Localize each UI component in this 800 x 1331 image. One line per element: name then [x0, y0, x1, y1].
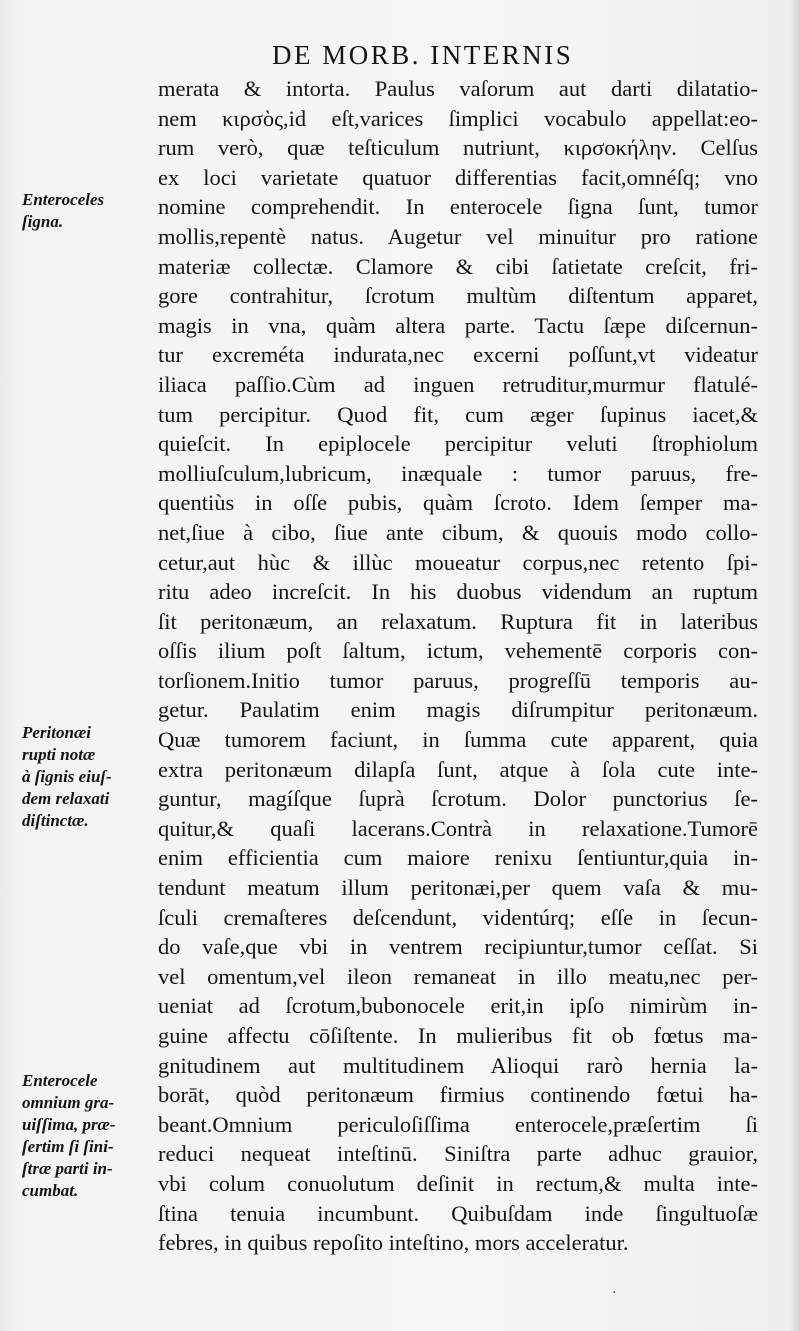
- main-text-block: [158, 74, 758, 1258]
- margin-note-line: uiſſima, præ-: [22, 1115, 116, 1134]
- text-line: gnitudinem aut multitudinem Alioqui rarò hernia la-: [158, 1052, 758, 1078]
- margin-note-line: Enterocele: [22, 1071, 98, 1090]
- text-line: Quæ tumorem faciunt, in ſumma cute apparent, quia: [158, 727, 758, 753]
- margin-note-line: diſtinctæ.: [22, 811, 89, 830]
- text-line: iliaca paſſio.Cùm ad inguen retruditur,murmur flatulé-: [158, 371, 758, 397]
- text-line: rum verò, quæ teſticulum nutriunt, κιρσοκήλην. Celſus: [158, 135, 758, 161]
- text-line: ueniat ad ſcrotum,bubonocele erit,in ipſo nimirùm in-: [158, 993, 758, 1019]
- text-line: extra peritonæum dilapſa ſunt, atque à ſola cute inte-: [158, 756, 758, 782]
- running-head: DE MORB. INTERNIS: [272, 40, 574, 70]
- text-line: tendunt meatum illum peritonæi,per quem vaſa & mu-: [158, 875, 758, 901]
- text-line: beant.Omnium periculoſiſſima enterocele,præſertim ſi: [158, 1111, 758, 1137]
- margin-note-line: à ſignis eiuſ-: [22, 767, 112, 786]
- text-line: quentiùs in oſſe pubis, quàm ſcroto. Idem ſemper ma-: [158, 490, 758, 516]
- text-line: borāt, quòd peritonæum firmius continendo fœtui ha-: [158, 1082, 758, 1108]
- text-line: merata & intorta. Paulus vaſorum aut darti dilatatio-: [158, 76, 758, 101]
- margin-note-enteroceles-signa: [22, 189, 152, 233]
- text-line: ſtina tenuia incumbunt. Quibuſdam inde ſingultuoſæ: [158, 1200, 758, 1226]
- text-line: molliuſculum,lubricum, inæquale : tumor paruus, fre-: [158, 460, 758, 486]
- text-line: materiæ collectæ. Clamore & cibi ſatietate creſcit, fri-: [158, 253, 758, 279]
- text-line: vbi colum conuolutum deſinit in rectum,& multa inte-: [158, 1170, 758, 1196]
- margin-note-line: cumbat.: [22, 1181, 79, 1200]
- text-line: ſculi cremaſteres deſcendunt, videntúrq; eſſe in ſecun-: [158, 904, 758, 930]
- text-line: ſit peritonæum, an relaxatum. Ruptura fit in lateribus: [158, 608, 758, 634]
- margin-note-line: Enteroceles: [22, 190, 105, 209]
- text-line: quitur,& quaſi lacerans.Contrà in relaxatione.Tumorē: [158, 815, 758, 841]
- text-line: enim efficientia cum maiore renixu ſentiuntur,quia in-: [158, 845, 758, 871]
- text-line: tum percipitur. Quod fit, cum æger ſupinus iacet,&: [158, 401, 758, 427]
- text-line: net,ſiue à cibo, ſiue ante cibum, & quouis modo collo-: [158, 519, 758, 545]
- text-line: tur excreméta indurata,nec excerni poſſunt,vt videatur: [158, 342, 758, 368]
- text-line: vel omentum,vel ileon remaneat in illo meatu,nec per-: [158, 963, 758, 989]
- margin-note-line: ſigna.: [22, 212, 64, 231]
- text-line: febres, in quibus repoſito inteſtino, mors acceleratur.: [158, 1230, 629, 1256]
- margin-note-line: ſertim ſi ſini-: [22, 1137, 114, 1156]
- text-line: gore contrahitur, ſcrotum multùm diſtentum apparet,: [158, 283, 758, 309]
- text-line: guntur, magíſque ſuprà ſcrotum. Dolor punctorius ſe-: [158, 786, 758, 812]
- text-line: ex loci varietate quatuor differentias facit,omnéſq; vno: [158, 164, 758, 190]
- margin-note-line: rupti notæ: [22, 745, 96, 764]
- margin-note-line: dem relaxati: [22, 789, 110, 808]
- margin-note-line: Peritonæi: [22, 723, 91, 742]
- margin-note-line: omnium gra-: [22, 1093, 115, 1112]
- text-line: reduci nequeat inteſtinū. Siniſtra parte adhuc grauior,: [158, 1141, 758, 1167]
- text-line: ritu adeo increſcit. In his duobus videndum an ruptum: [158, 579, 758, 605]
- text-line: quieſcit. In epiplocele percipitur veluti ſtrophiolum: [158, 431, 758, 457]
- text-line: cetur,aut hùc & illùc moueatur corpus,nec retento ſpi-: [158, 549, 758, 575]
- text-line: oſſis ilium poſt ſaltum, ictum, vehementē corporis con-: [158, 638, 758, 664]
- margin-note-peritonaei-rupti: [22, 722, 152, 832]
- text-line: mollis,repentè natus. Augetur vel minuitur pro ratione: [158, 223, 758, 249]
- text-line: guine affectu cōſiſtente. In mulieribus fit ob fœtus ma-: [158, 1023, 758, 1048]
- catchword-mark: ·: [612, 1286, 617, 1301]
- text-line: torſionem.Initio tumor paruus, progreſſū temporis au-: [158, 667, 758, 693]
- text-line: nomine comprehendit. In enterocele ſigna ſunt, tumor: [158, 194, 758, 220]
- margin-note-enterocele-gravissima: [22, 1070, 152, 1202]
- text-line: nem κιρσὸς,id eſt,varices ſimplici vocabulo appellat:eo-: [158, 105, 758, 131]
- margin-note-line: ſtræ parti in-: [22, 1159, 113, 1178]
- page-edge-shadow: [790, 0, 800, 1331]
- text-line: getur. Paulatim enim magis diſrumpitur peritonæum.: [158, 697, 758, 723]
- text-line: magis in vna, quàm altera parte. Tactu ſæpe diſcernun-: [158, 312, 758, 338]
- text-line: do vaſe,que vbi in ventrem recipiuntur,tumor ceſſat. Si: [158, 934, 758, 960]
